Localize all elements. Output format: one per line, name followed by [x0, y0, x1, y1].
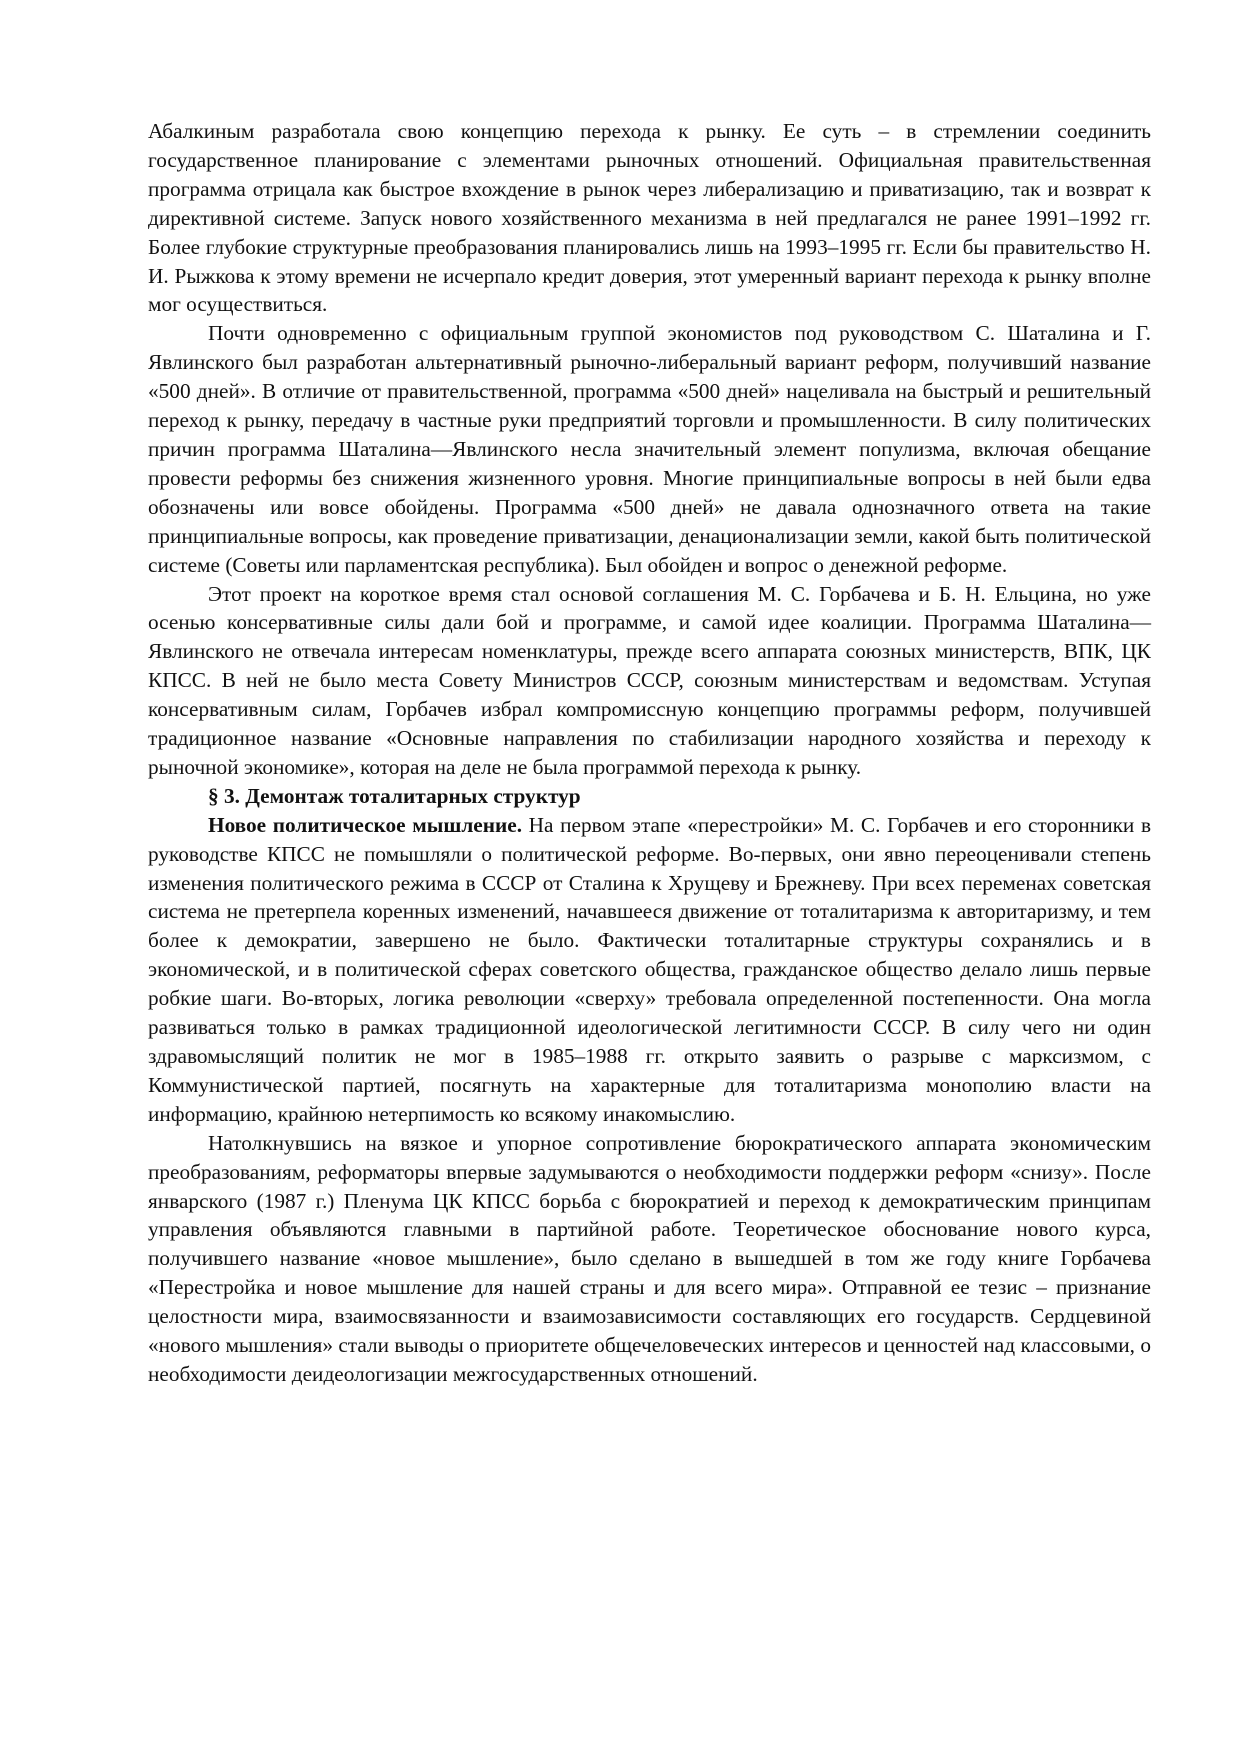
- subsection-title: Новое политическое мышление.: [208, 812, 523, 837]
- document-page: [148, 117, 1151, 1389]
- subsection-paragraph: [148, 811, 1151, 1129]
- paragraph: Почти одновременно с официальным группой экономистов под руководством С. Шаталина и Г. Явлинского был разработан альтернативный рыночно-либеральный вариант реформ, получивший название «500 дней». В отличие от правительственной, программа «500 дней» нацеливала на быстрый и решительный переход к рынку, передачу в частные руки предприятий торговли и промышленности. В силу политических причин программа Шаталина—Явлинского несла значительный элемент популизма, включая обещание провести реформы без снижения жизненного уровня. Многие принципиальные вопросы в ней были едва обозначены или вовсе обойдены. Программа «500 дней» не давала однозначного ответа на такие принципиальные вопросы, как проведение приватизации, денационализации земли, какой быть политической системе (Советы или парламентская республика). Был обойден и вопрос о денежной реформе.: [148, 321, 1151, 577]
- paragraph: Натолкнувшись на вязкое и упорное сопротивление бюрократического аппарата экономическим преобразованиям, реформаторы впервые задумываются о необходимости поддержки реформ «снизу». После январского (1987 г.) Пленума ЦК КПСС борьба с бюрократией и переход к демократическим принципам управления объявляются главными в партийной работе. Теоретическое обоснование нового курса, получившего название «новое мышление», было сделано в вышедшей в том же году книге Горбачева «Перестройка и новое мышление для нашей страны и для всего мира». Отправной ее тезис – признание целостности мира, взаимосвязанности и взаимозависимости составляющих его государств. Сердцевиной «нового мышления» стали выводы о приоритете общечеловеческих интересов и ценностей над классовыми, о необходимости деидеологизации межгосударственных отношений.: [148, 1130, 1151, 1386]
- subsection-text: На первом этапе «перестройки» М. С. Горбачев и его сторонники в руководстве КПСС не помышляли о политической реформе. Во-первых, они явно переоценивали степень изменения политического режима в СССР от Сталина к Хрущеву и Брежневу. При всех переменах советская система не претерпела коренных изменений, начавшееся движение от тоталитаризма к авторитаризму, и тем более к демократии, завершено не было. Фактически тоталитарные структуры сохранялись и в экономической, и в политической сферах советского общества, гражданское общество делало лишь первые робкие шаги. Во-вторых, логика революции «сверху» требовала определенной постепенности. Она могла развиваться только в рамках традиционной идеологической легитимности СССР. В силу чего ни один здравомыслящий политик не мог в 1985–1988 гг. открыто заявить о разрыве с марксизмом, с Коммунистической партией, посягнуть на характерные для тоталитаризма монополию власти на информацию, крайнюю нетерпимость ко всякому инакомыслию.: [148, 812, 1152, 1126]
- section-heading: § 3. Демонтаж тоталитарных структур: [208, 783, 581, 808]
- paragraph: Этот проект на короткое время стал основой соглашения М. С. Горбачева и Б. Н. Ельцина, но уже осенью консервативные силы дали бой и программе, и самой идее коалиции. Программа Шаталина—Явлинского не отвечала интересам номенклатуры, прежде всего аппарата союзных министерств, ВПК, ЦК КПСС. В ней не было места Совету Министров СССР, союзным министерствам и ведомствам. Уступая консервативным силам, Горбачев избрал компромиссную концепцию программы реформ, получившей традиционное название «Основные направления по стабилизации народного хозяйства и переходу к рыночной экономике», которая на деле не была программой перехода к рынку.: [148, 581, 1151, 779]
- paragraph: Абалкиным разработала свою концепцию перехода к рынку. Ее суть – в стремлении соединить государственное планирование с элементами рыночных отношений. Официальная правительственная программа отрицала как быстрое вхождение в рынок через либерализацию и приватизацию, так и возврат к директивной системе. Запуск нового хозяйственного механизма в ней предлагался не ранее 1991–1992 гг. Более глубокие структурные преобразования планировались лишь на 1993–1995 гг. Если бы правительство Н. И. Рыжкова к этому времени не исчерпало кредит доверия, этот умеренный вариант перехода к рынку вполне мог осуществиться.: [148, 119, 1151, 317]
